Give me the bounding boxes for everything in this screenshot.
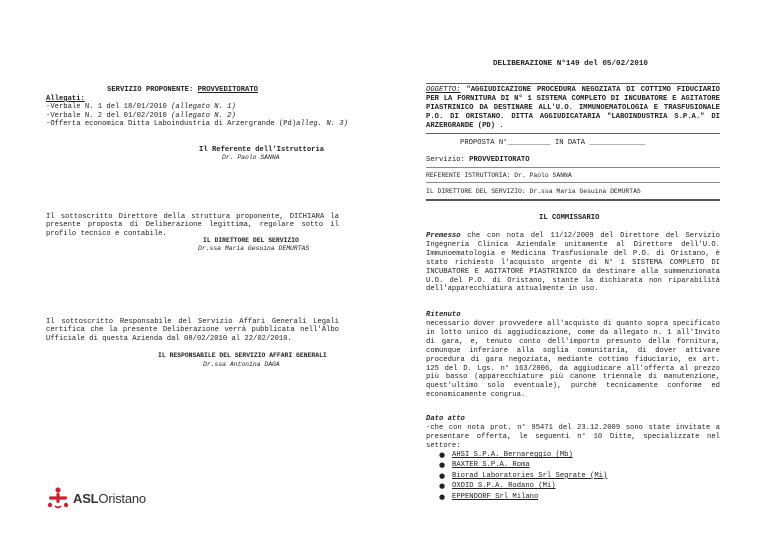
dato-atto-label: Dato atto — [426, 415, 465, 423]
direttore-dichiarazione: Il sottoscritto Direttore della struttura proponente, DICHIARA la presente proposta di Deliberazione legittima, regolare sotto il profilo tecnico e contabile. — [46, 213, 339, 238]
referente-istruttoria: REFERENTE ISTRUTTORIA: Dr. Paolo SANNA — [426, 172, 572, 179]
allegato-item: -Verbale N. 1 del 18/01/2010 (allegato N. 1) — [46, 103, 236, 111]
servizio-rule — [426, 167, 720, 168]
servizio-value: PROVVEDITORATO — [197, 86, 258, 94]
ritenuto-text: necessario dover provvedere all'acquisto di quanto sopra specificato in lotto unico di aggiudicazione, come da allegato n. 1 all'Invito di gara, e, tenuto conto dell'importo presunto della fornitura, comunque inferiore alla soglia comunitaria, di dover attivare procedura di gara negoziata, mediante cottimo fiduciario, ex art. 125 del D. Lgs. n° 163/2006, da aggiudicare all'offerta al prezzo più basso (apparecchiature più canone triennale di manutenzione, quest'ultimo solo eventuale), purchè tecnicamente conforme ed economicamente congrua. — [426, 320, 720, 400]
direttore-servizio: IL DIRETTORE DEL SERVIZIO: Dr.ssa Maria Gesuina DEMURTAS — [426, 188, 641, 195]
oggetto-block — [426, 86, 720, 131]
referente-title: Il Referente dell'Istruttoria — [199, 146, 325, 154]
direttore-rule — [426, 199, 720, 201]
direttore-title: IL DIRETTORE DEL SERVIZIO — [203, 237, 299, 244]
commissario-heading: IL COMMISSARIO — [539, 214, 600, 222]
affari-title: IL RESPONSABILE DEL SERVIZIO AFFARI GENERALI — [158, 352, 327, 359]
referente-rule — [426, 182, 720, 183]
referente-name: Dr. Paolo SANNA — [222, 154, 280, 161]
premesso-label: Premesso — [426, 232, 461, 240]
allegato-item: -Verbale N. 2 del 01/02/2010 (allegato N. 2) — [46, 111, 236, 120]
list-item: ● BAXTER S.P.A. Roma — [438, 460, 607, 470]
premesso-paragraph — [426, 232, 720, 294]
proposta-line: PROPOSTA N°__________ IN DATA _____________ — [460, 139, 646, 147]
servizio-label: SERVIZIO PROPONENTE: — [107, 86, 194, 94]
allegati-label: Allegati: — [46, 95, 85, 103]
oggetto-bottom-rule — [426, 133, 720, 134]
list-item: ● EPPENDORF Srl Milano — [438, 492, 607, 502]
affari-certificazione: Il sottoscritto Responsabile del Servizio Affari Generali Legali certifica che la presente Deliberazione verrà pubblicata nell'Albo Ufficiale di questa Azienda dal 08/02/2010 al 22/02/2010. — [46, 318, 339, 343]
servizio-proponente — [107, 86, 258, 94]
oggetto-text: "AGGIUDICAZIONE PROCEDURA NEGOZIATA DI COTTIMO FIDUCIARIO PER LA FORNITURA DI N° 1 SISTEMA COMPLETO DI INCUBATORE E AGITATORE PIASTRINICO DA DESTINARE ALL'U.O. IMMUNOEMATOLOGIA E TRASFUSIONALE P.O. DI ORISTANO. DITTA AGGIUDICATARIA "LABOINDUSTRIA S.P.A." DI ARZERGRANDE (PD) . — [426, 86, 720, 130]
direttore-name: Dr.ssa Maria Gesuina DEMURTAS — [198, 245, 310, 252]
delibera-header: DELIBERAZIONE N°149 del 05/02/2010 — [493, 60, 648, 68]
servizio-right-value: PROVVEDITORATO — [469, 156, 530, 164]
oggetto-label: OGGETTO: — [426, 86, 461, 94]
list-item: ● OXOID S.P.A. Rodano (Mi) — [438, 481, 607, 491]
list-item: ● Biorad Laboratories Srl Segrate (Mi) — [438, 471, 607, 481]
ritenuto-label: Ritenuto — [426, 311, 461, 319]
list-item: ● AHSI S.P.A. Bernareggio (Mb) — [438, 450, 607, 460]
servizio-right-label: Servizio: — [426, 156, 465, 164]
affari-name: Dr.ssa Antonina DAGA — [203, 361, 280, 368]
asl-logo — [46, 486, 186, 512]
dato-atto-text: -che con nota prot. n° 95471 del 23.12.2009 sono state invitate a presentare offerta, le seguenti n° 10 Ditte, specializzate nel settore: — [426, 424, 720, 450]
asl-logo-text: ASLOristano — [73, 491, 146, 506]
allegato-item: -Offerta economica Ditta Laboindustria di Arzergrande (Pd)alleg. N. 3) — [46, 120, 348, 129]
premesso-text: che con nota del 11/12/2009 del Direttore del Servizio Ingegneria Clinica Aziendale unitamente al Direttore dell'U.O. Immunoematologia e Medicina Trasfusionale del P.O. di Oristano, è stato richiesto l'acquisto urgente di N° 1 SISTEMA COMPLETO DI INCUBATORE E AGITATORE PIASTRINICO da destinare alla summenzionata U.O. del P.O. di Oristano, stante la dichiarata non riparabilità dell'apparecchiatura attualmente in uso. — [426, 232, 720, 294]
asl-logo-mark — [46, 486, 70, 510]
ditte-list — [438, 450, 607, 502]
allegati-list — [46, 103, 348, 129]
oggetto-top-rule — [426, 83, 720, 84]
servizio-line — [426, 156, 530, 164]
